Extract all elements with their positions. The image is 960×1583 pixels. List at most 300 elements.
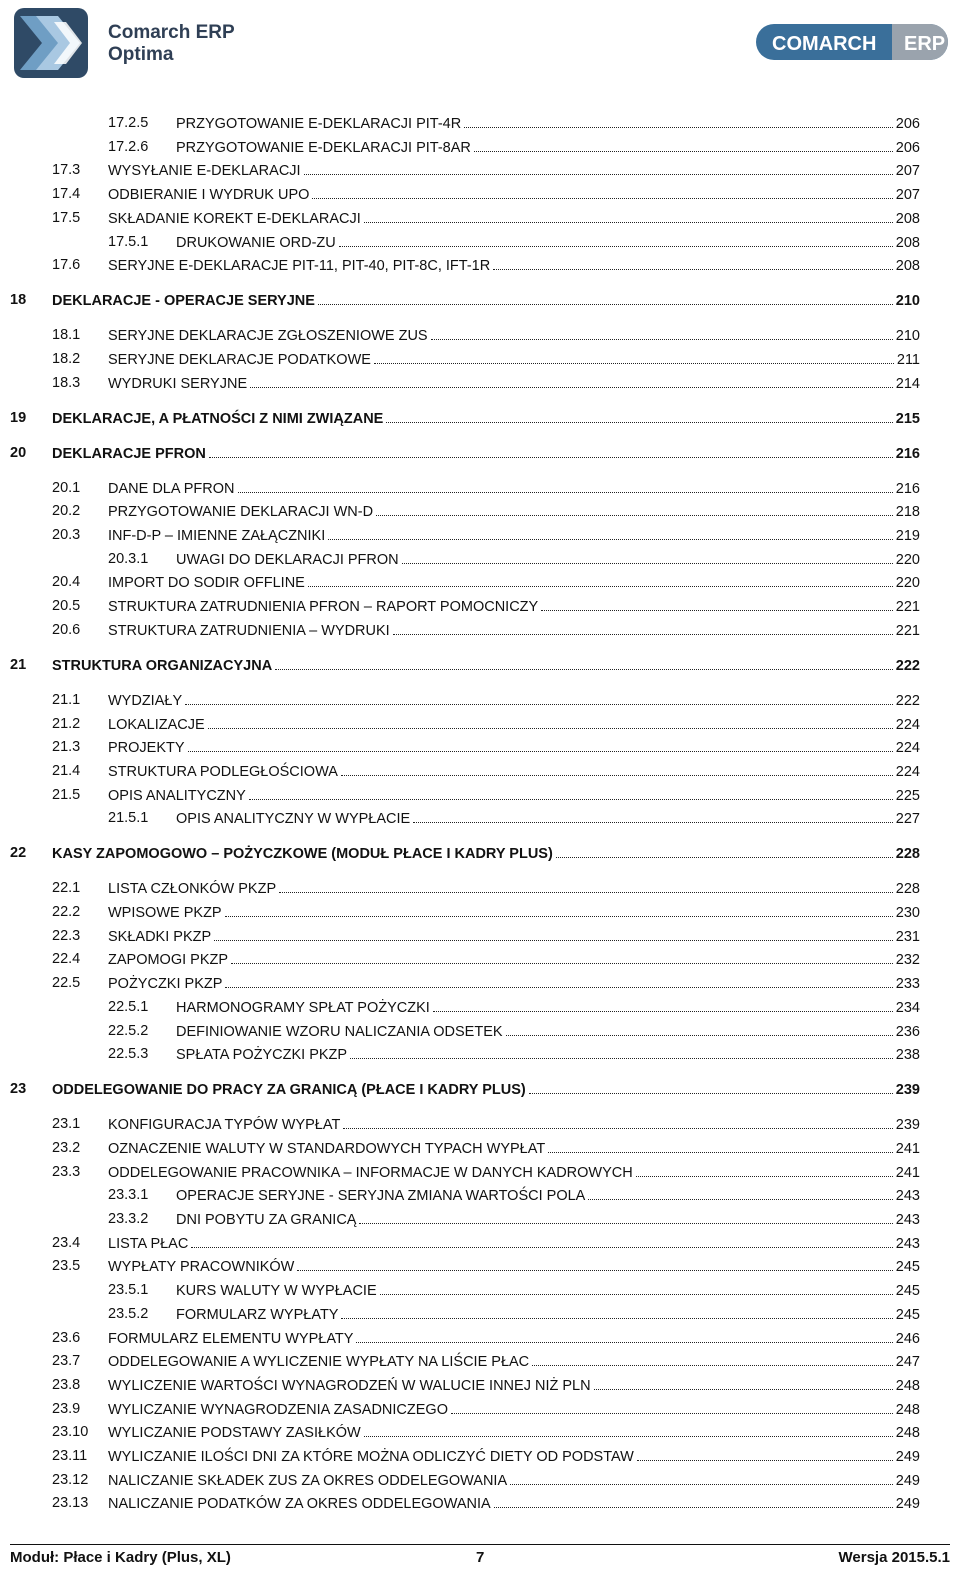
- toc-entry[interactable]: [0, 1232, 960, 1254]
- toc-dot-leader: [318, 289, 893, 305]
- toc-entry[interactable]: [0, 324, 960, 346]
- toc-entry[interactable]: [0, 948, 960, 970]
- toc-entry-line: [176, 112, 920, 135]
- brand-line-1: Comarch ERP: [108, 22, 235, 43]
- toc-entry-number: 22.3: [52, 927, 81, 944]
- toc-entry-number: 20.6: [52, 621, 81, 638]
- toc-dot-leader: [364, 207, 893, 223]
- toc-entry-title: SERYJNE E-DEKLARACJE PIT-11, PIT-40, PIT-8C, IFT-1R: [108, 258, 491, 275]
- toc-entry[interactable]: [0, 407, 960, 429]
- toc-entry[interactable]: [0, 1078, 960, 1100]
- toc-entry-line: [176, 1020, 920, 1043]
- toc-entry-line: [176, 136, 920, 159]
- toc-dot-leader: [231, 948, 893, 964]
- toc-entry-number: 23.13: [52, 1495, 89, 1512]
- toc-entry[interactable]: [0, 736, 960, 758]
- toc-entry-title: FORMULARZ ELEMENTU WYPŁATY: [108, 1330, 354, 1347]
- toc-entry-line: [176, 548, 920, 571]
- toc-entry[interactable]: [0, 1374, 960, 1396]
- toc-dot-leader: [386, 407, 892, 423]
- toc-entry-line: [108, 972, 920, 995]
- toc-entry-number: 23.1: [52, 1116, 81, 1133]
- toc-entry[interactable]: [0, 1137, 960, 1159]
- toc-entry[interactable]: [0, 713, 960, 735]
- toc-entry-page: 207: [895, 187, 920, 204]
- toc-entry[interactable]: [0, 1303, 960, 1325]
- toc-entry-title: DEKLARACJE PFRON: [52, 445, 206, 462]
- toc-entry-line: [108, 1350, 920, 1373]
- toc-entry-page: 219: [895, 528, 920, 544]
- toc-entry-page: 220: [895, 551, 920, 568]
- toc-entry-page: 210: [895, 293, 920, 310]
- toc-entry-line: [176, 231, 920, 254]
- toc-entry-line: [108, 901, 920, 924]
- toc-entry[interactable]: [0, 595, 960, 617]
- toc-entry-page: 241: [895, 1140, 920, 1157]
- toc-dot-leader: [374, 348, 894, 364]
- toc-entry-number: 23.6: [52, 1329, 81, 1346]
- toc-entry[interactable]: [0, 1421, 960, 1443]
- toc-entry-title: PRZYGOTOWANIE E-DEKLARACJI PIT-8AR: [176, 139, 471, 156]
- toc-entry[interactable]: [0, 442, 960, 464]
- toc-entry-page: 248: [895, 1377, 920, 1394]
- toc-entry-title: OPIS ANALITYCZNY W WYPŁACIE: [176, 811, 411, 828]
- toc-dot-leader: [594, 1374, 893, 1390]
- toc-entry-title: SKŁADKI PKZP: [108, 928, 212, 945]
- toc-entry-number: 22.2: [52, 904, 81, 920]
- toc-entry-line: [108, 948, 920, 971]
- toc-dot-leader: [636, 1161, 893, 1177]
- toc-entry-title: WYDRUKI SERYJNE: [108, 375, 248, 392]
- brand-line-2: Optima: [108, 44, 174, 65]
- toc-entry-title: WYLICZENIE WARTOŚCI WYNAGRODZEŃ W WALUCIE INNEJ NIŻ PLN: [108, 1377, 591, 1394]
- toc-entry-page: 238: [895, 1047, 920, 1064]
- toc-entry[interactable]: [0, 1161, 960, 1183]
- toc-entry-title: LISTA PŁAC: [108, 1235, 189, 1252]
- toc-entry-line: [108, 571, 920, 594]
- toc-entry-number: 23.5: [52, 1258, 81, 1275]
- toc-entry-title: SPŁATA POŻYCZKI PKZP: [176, 1047, 348, 1064]
- toc-entry-page: 232: [895, 952, 920, 969]
- toc-entry-line: [52, 289, 920, 312]
- toc-dot-leader: [637, 1445, 893, 1461]
- toc-entry-number: 21.5: [52, 786, 81, 803]
- toc-entry-number: 22.5.3: [108, 1046, 149, 1063]
- toc-entry-number: 17.3: [52, 162, 81, 179]
- toc-entry-title: IMPORT DO SODIR OFFLINE: [108, 575, 305, 592]
- toc-dot-leader: [188, 736, 893, 752]
- toc-dot-leader: [529, 1078, 893, 1094]
- toc-entry-number: 21.4: [52, 762, 81, 779]
- toc-entry-number: 21.5.1: [108, 810, 149, 827]
- toc-entry-page: 245: [895, 1259, 920, 1276]
- toc-dot-leader: [506, 1020, 893, 1036]
- toc-entry[interactable]: [0, 619, 960, 641]
- toc-entry-number: 22.5: [52, 975, 81, 992]
- toc-entry[interactable]: [0, 477, 960, 499]
- toc-entry-title: WYLICZANIE ILOŚCI DNI ZA KTÓRE MOŻNA ODLICZYĆ DIETY OD PODSTAW: [108, 1449, 634, 1465]
- toc-entry-line: [108, 1445, 920, 1468]
- toc-entry-title: PRZYGOTOWANIE DEKLARACJI WN-D: [108, 504, 374, 521]
- toc-entry-page: 233: [895, 976, 920, 993]
- toc-entry-number: 18: [10, 292, 27, 309]
- toc-entry-title: PROJEKTY: [108, 740, 185, 757]
- toc-entry-title: OPERACJE SERYJNE - SERYJNA ZMIANA WARTOŚCI POLA: [176, 1188, 586, 1205]
- toc-entry-title: ODDELEGOWANIE A WYLICZENIE WYPŁATY NA LIŚCIE PŁAC: [108, 1354, 530, 1371]
- toc-entry[interactable]: [0, 842, 960, 864]
- toc-entry-page: 239: [895, 1117, 920, 1134]
- toc-entry-number: 23.5.1: [108, 1282, 149, 1299]
- toc-entry-title: ODDELEGOWANIE PRACOWNIKA – INFORMACJE W DANYCH KADROWYCH: [108, 1164, 633, 1181]
- toc-entry-title: SERYJNE DEKLARACJE PODATKOWE: [108, 351, 371, 368]
- toc-entry-line: [108, 619, 920, 642]
- toc-entry-line: [108, 877, 920, 900]
- toc-entry[interactable]: [0, 500, 960, 522]
- toc-entry[interactable]: [0, 1279, 960, 1301]
- toc-dot-leader: [494, 1492, 893, 1508]
- toc-dot-leader: [343, 1113, 892, 1129]
- toc-entry-line: [108, 1374, 920, 1397]
- toc-entry-line: [108, 736, 920, 759]
- toc-entry-line: [108, 1137, 920, 1160]
- toc-entry[interactable]: [0, 901, 960, 923]
- toc-entry-number: 23.8: [52, 1376, 81, 1393]
- toc-entry[interactable]: [0, 136, 960, 158]
- toc-dot-leader: [250, 372, 893, 388]
- footer-version: Wersja 2015.5.1: [838, 1549, 950, 1566]
- toc-dot-leader: [209, 442, 893, 458]
- toc-entry-number: 23.10: [52, 1424, 89, 1441]
- toc-entry-number: 23.11: [52, 1448, 88, 1464]
- toc-entry-title: NALICZANIE SKŁADEK ZUS ZA OKRES ODDELEGOWANIA: [108, 1472, 508, 1489]
- toc-entry-number: 20: [10, 444, 27, 461]
- toc-entry-title: OPIS ANALITYCZNY: [108, 787, 246, 804]
- toc-entry-number: 21.1: [52, 691, 81, 708]
- toc-entry-number: 18.1: [52, 327, 81, 344]
- toc-entry-number: 23.3: [52, 1163, 81, 1180]
- toc-entry[interactable]: [0, 807, 960, 829]
- toc-entry-page: 220: [895, 575, 920, 592]
- toc-entry-page: 243: [895, 1212, 920, 1228]
- toc-entry[interactable]: [0, 1208, 960, 1230]
- toc-entry[interactable]: [0, 231, 960, 253]
- toc-entry-title: STRUKTURA ORGANIZACYJNA: [52, 657, 273, 674]
- toc-entry-number: 19: [10, 409, 27, 426]
- toc-entry-line: [108, 524, 920, 547]
- toc-entry-line: [108, 500, 920, 523]
- toc-entry-title: KURS WALUTY W WYPŁACIE: [176, 1283, 377, 1300]
- toc-entry-number: 17.2.6: [108, 138, 149, 155]
- toc-entry-title: UWAGI DO DEKLARACJI PFRON: [176, 551, 399, 568]
- toc-dot-leader: [548, 1137, 893, 1153]
- toc-dot-leader: [431, 324, 893, 340]
- footer-divider: [10, 1544, 950, 1545]
- toc-entry-number: 21.3: [52, 739, 81, 756]
- toc-entry-number: 22.1: [52, 880, 81, 897]
- toc-entry-title: SERYJNE DEKLARACJE ZGŁOSZENIOWE ZUS: [108, 328, 428, 345]
- toc-dot-leader: [279, 877, 893, 893]
- toc-dot-leader: [359, 1208, 892, 1224]
- toc-dot-leader: [532, 1350, 893, 1366]
- toc-entry-number: 23.7: [52, 1353, 81, 1370]
- toc-entry[interactable]: [0, 1184, 960, 1206]
- toc-entry-number: 23: [10, 1081, 27, 1098]
- toc-entry-page: 222: [895, 657, 920, 674]
- toc-entry-number: 20.2: [52, 503, 81, 520]
- toc-dot-leader: [312, 183, 892, 199]
- toc-entry-line: [176, 1208, 920, 1231]
- logo-erp-text: ERP: [904, 33, 946, 55]
- comarch-erp-logo-icon: [756, 22, 948, 62]
- toc-entry-number: 23.12: [52, 1471, 89, 1488]
- toc-entry-page: 211: [896, 351, 920, 368]
- footer-page-number: 7: [476, 1549, 485, 1566]
- toc-dot-leader: [304, 159, 893, 175]
- toc-entry[interactable]: [0, 289, 960, 311]
- toc-entry[interactable]: [0, 1398, 960, 1420]
- toc-entry-title: STRUKTURA ZATRUDNIENIA – WYDRUKI: [108, 622, 390, 639]
- toc-entry-page: 243: [895, 1235, 920, 1252]
- toc-dot-leader: [225, 972, 892, 988]
- toc-entry-line: [108, 183, 920, 206]
- toc-entry-page: 249: [895, 1472, 920, 1489]
- toc-entry-number: 23.3.2: [108, 1211, 149, 1227]
- toc-entry-page: 248: [895, 1425, 920, 1442]
- toc-entry-line: [176, 807, 920, 830]
- toc-entry-line: [108, 207, 920, 230]
- toc-entry[interactable]: [0, 654, 960, 676]
- toc-entry-line: [108, 1492, 920, 1515]
- toc-entry-line: [108, 595, 920, 618]
- toc-entry[interactable]: [0, 1327, 960, 1349]
- toc-entry-line: [108, 713, 920, 736]
- toc-entry-title: WYPŁATY PRACOWNIKÓW: [108, 1259, 295, 1276]
- toc-entry[interactable]: [0, 689, 960, 711]
- toc-entry-number: 20.5: [52, 598, 81, 615]
- toc-entry-number: 17.5: [52, 209, 81, 226]
- toc-dot-leader: [328, 524, 893, 540]
- toc-entry-page: 228: [895, 881, 920, 898]
- toc-entry[interactable]: [0, 1469, 960, 1491]
- toc-entry-number: 17.5.1: [108, 233, 149, 250]
- toc-entry-title: NALICZANIE PODATKÓW ZA OKRES ODDELEGOWANIA: [108, 1496, 491, 1513]
- toc-dot-leader: [297, 1255, 892, 1271]
- toc-entry-line: [176, 1279, 920, 1302]
- toc-entry-page: 249: [895, 1449, 920, 1465]
- toc-entry-title: KASY ZAPOMOGOWO – POŻYCZKOWE (MODUŁ PŁACE I KADRY PLUS): [52, 846, 553, 863]
- toc-entry-number: 18.3: [52, 374, 81, 391]
- toc-entry-number: 23.2: [52, 1139, 81, 1156]
- toc-entry-line: [108, 689, 920, 712]
- toc-entry-number: 20.3: [52, 527, 81, 543]
- toc-entry-line: [108, 1232, 920, 1255]
- toc-entry-line: [176, 996, 920, 1019]
- toc-entry[interactable]: [0, 925, 960, 947]
- toc-entry[interactable]: [0, 1492, 960, 1514]
- toc-entry-page: 214: [895, 375, 920, 392]
- toc-dot-leader: [238, 477, 893, 493]
- toc-entry[interactable]: [0, 972, 960, 994]
- toc-entry-page: 208: [895, 210, 920, 227]
- toc-entry-number: 21: [10, 656, 27, 673]
- comarch-erp-optima-logo-icon: [14, 8, 88, 78]
- toc-entry-title: ZAPOMOGI PKZP: [108, 952, 229, 969]
- toc-entry-line: [108, 1469, 920, 1492]
- toc-dot-leader: [214, 925, 893, 941]
- toc-entry-page: 228: [895, 846, 920, 863]
- toc-entry-line: [108, 1255, 920, 1278]
- toc-entry[interactable]: [0, 348, 960, 370]
- toc-entry[interactable]: [0, 877, 960, 899]
- toc-entry-line: [108, 159, 920, 182]
- toc-entry-title: INF-D-P – IMIENNE ZAŁĄCZNIKI: [108, 528, 326, 544]
- toc-entry-title: LOKALIZACJE: [108, 716, 205, 733]
- toc-entry-line: [108, 760, 920, 783]
- toc-entry-page: 225: [895, 787, 920, 804]
- toc-entry[interactable]: [0, 784, 960, 806]
- toc-entry-number: 21.2: [52, 715, 81, 732]
- toc-dot-leader: [393, 619, 893, 635]
- toc-entry[interactable]: [0, 159, 960, 181]
- toc-entry[interactable]: [0, 524, 960, 546]
- toc-dot-leader: [474, 136, 893, 152]
- toc-entry-page: 227: [895, 811, 920, 828]
- toc-entry-number: 17.4: [52, 186, 81, 203]
- toc-entry-title: LISTA CZŁONKÓW PKZP: [108, 881, 277, 898]
- toc-entry[interactable]: [0, 548, 960, 570]
- toc-entry-line: [176, 1303, 920, 1326]
- toc-dot-leader: [433, 996, 893, 1012]
- toc-entry[interactable]: [0, 571, 960, 593]
- toc-entry-page: 246: [895, 1330, 920, 1347]
- toc-entry-title: DEKLARACJE - OPERACJE SERYJNE: [52, 293, 315, 310]
- toc-dot-leader: [380, 1279, 893, 1295]
- toc-entry-line: [108, 1113, 920, 1136]
- toc-entry-number: 17.2.5: [108, 115, 149, 131]
- toc-entry[interactable]: [0, 1445, 960, 1467]
- toc-entry-page: 248: [895, 1401, 920, 1418]
- toc-entry[interactable]: [0, 372, 960, 394]
- toc-entry-page: 245: [895, 1283, 920, 1300]
- toc-entry[interactable]: [0, 183, 960, 205]
- toc-entry-title: ODDELEGOWANIE DO PRACY ZA GRANICĄ (PŁACE I KADRY PLUS): [52, 1082, 526, 1099]
- toc-entry-page: 239: [895, 1082, 920, 1099]
- toc-entry-line: [108, 477, 920, 500]
- toc-entry-number: 23.3.1: [108, 1187, 149, 1204]
- toc-entry-title: SKŁADANIE KOREKT E-DEKLARACJI: [108, 210, 361, 227]
- toc-entry-line: [108, 1398, 920, 1421]
- toc-entry-page: 230: [895, 905, 920, 921]
- toc-entry-number: 23.4: [52, 1234, 81, 1251]
- toc-entry-line: [52, 407, 920, 430]
- toc-dot-leader: [493, 254, 893, 270]
- toc-entry-number: 22.5.2: [108, 1022, 149, 1039]
- toc-entry-page: 221: [895, 599, 920, 616]
- toc-entry-title: DRUKOWANIE ORD-ZU: [176, 234, 336, 251]
- toc-entry-page: 216: [895, 480, 920, 497]
- toc-entry-number: 20.1: [52, 479, 81, 496]
- toc-entry[interactable]: [0, 1113, 960, 1135]
- toc-dot-leader: [364, 1421, 893, 1437]
- toc-entry-page: 243: [895, 1188, 920, 1205]
- toc-entry-title: DEFINIOWANIE WZORU NALICZANIA ODSETEK: [176, 1023, 503, 1040]
- toc-dot-leader: [191, 1232, 892, 1248]
- toc-entry[interactable]: [0, 1255, 960, 1277]
- toc-entry-line: [108, 1161, 920, 1184]
- toc-entry-line: [108, 1421, 920, 1444]
- toc-entry-page: 245: [895, 1306, 920, 1323]
- toc-entry-number: 22: [10, 845, 27, 862]
- toc-dot-leader: [339, 231, 893, 247]
- toc-entry-page: 208: [895, 234, 920, 251]
- toc-entry-title: WYDZIAŁY: [108, 692, 183, 709]
- toc-entry-page: 221: [895, 622, 920, 639]
- toc-entry[interactable]: [0, 254, 960, 276]
- toc-entry[interactable]: [0, 760, 960, 782]
- toc-entry-title: WPISOWE PKZP: [108, 905, 222, 921]
- toc-entry[interactable]: [0, 112, 960, 134]
- toc-entry-page: 236: [895, 1023, 920, 1040]
- toc-entry-page: 224: [895, 716, 920, 733]
- toc-dot-leader: [350, 1043, 893, 1059]
- toc-entry-line: [52, 1078, 920, 1101]
- toc-entry-line: [52, 442, 920, 465]
- toc-entry[interactable]: [0, 996, 960, 1018]
- toc-dot-leader: [510, 1469, 893, 1485]
- toc-entry[interactable]: [0, 1020, 960, 1042]
- toc-entry-page: 207: [895, 163, 920, 180]
- toc-entry-line: [108, 372, 920, 395]
- page-header: [0, 0, 960, 92]
- toc-entry-number: 23.9: [52, 1400, 81, 1417]
- toc-entry-page: 206: [895, 139, 920, 156]
- toc-dot-leader: [413, 807, 893, 823]
- toc-entry-title: ODBIERANIE I WYDRUK UPO: [108, 187, 310, 204]
- toc-entry-line: [176, 1184, 920, 1207]
- toc-entry-title: DEKLARACJE, A PŁATNOŚCI Z NIMI ZWIĄZANE: [52, 410, 384, 427]
- toc-entry-line: [108, 348, 920, 371]
- toc-entry-page: 206: [895, 116, 920, 132]
- footer-module: Moduł: Płace i Kadry (Plus, XL): [10, 1549, 231, 1566]
- toc-entry-page: 222: [895, 692, 920, 709]
- toc-entry-title: POŻYCZKI PKZP: [108, 976, 223, 993]
- toc-entry-title: PRZYGOTOWANIE E-DEKLARACJI PIT-4R: [176, 116, 462, 132]
- toc-entry[interactable]: [0, 1350, 960, 1372]
- toc-entry-number: 18.2: [52, 350, 81, 367]
- toc-entry-number: 22.4: [52, 951, 81, 968]
- toc-entry-page: 218: [895, 504, 920, 521]
- toc-dot-leader: [308, 571, 893, 587]
- logo-comarch-text: COMARCH: [772, 33, 877, 55]
- toc-entry-line: [52, 842, 920, 865]
- toc-entry-line: [108, 925, 920, 948]
- toc-entry-title: WYLICZANIE WYNAGRODZENIA ZASADNICZEGO: [108, 1401, 448, 1418]
- toc-entry-page: 224: [895, 763, 920, 780]
- toc-entry[interactable]: [0, 207, 960, 229]
- toc-entry-page: 208: [895, 258, 920, 275]
- toc-entry-title: WYSYŁANIE E-DEKLARACJI: [108, 163, 301, 180]
- toc-dot-leader: [341, 1303, 892, 1319]
- toc-dot-leader: [541, 595, 893, 611]
- toc-entry-page: 241: [895, 1164, 920, 1181]
- toc-dot-leader: [208, 713, 893, 729]
- toc-entry-line: [108, 1327, 920, 1350]
- toc-entry-title: STRUKTURA PODLEGŁOŚCIOWA: [108, 763, 338, 780]
- toc-dot-leader: [249, 784, 893, 800]
- toc-entry-page: 216: [895, 445, 920, 462]
- toc-entry[interactable]: [0, 1043, 960, 1065]
- toc-entry-title: DANE DLA PFRON: [108, 480, 235, 497]
